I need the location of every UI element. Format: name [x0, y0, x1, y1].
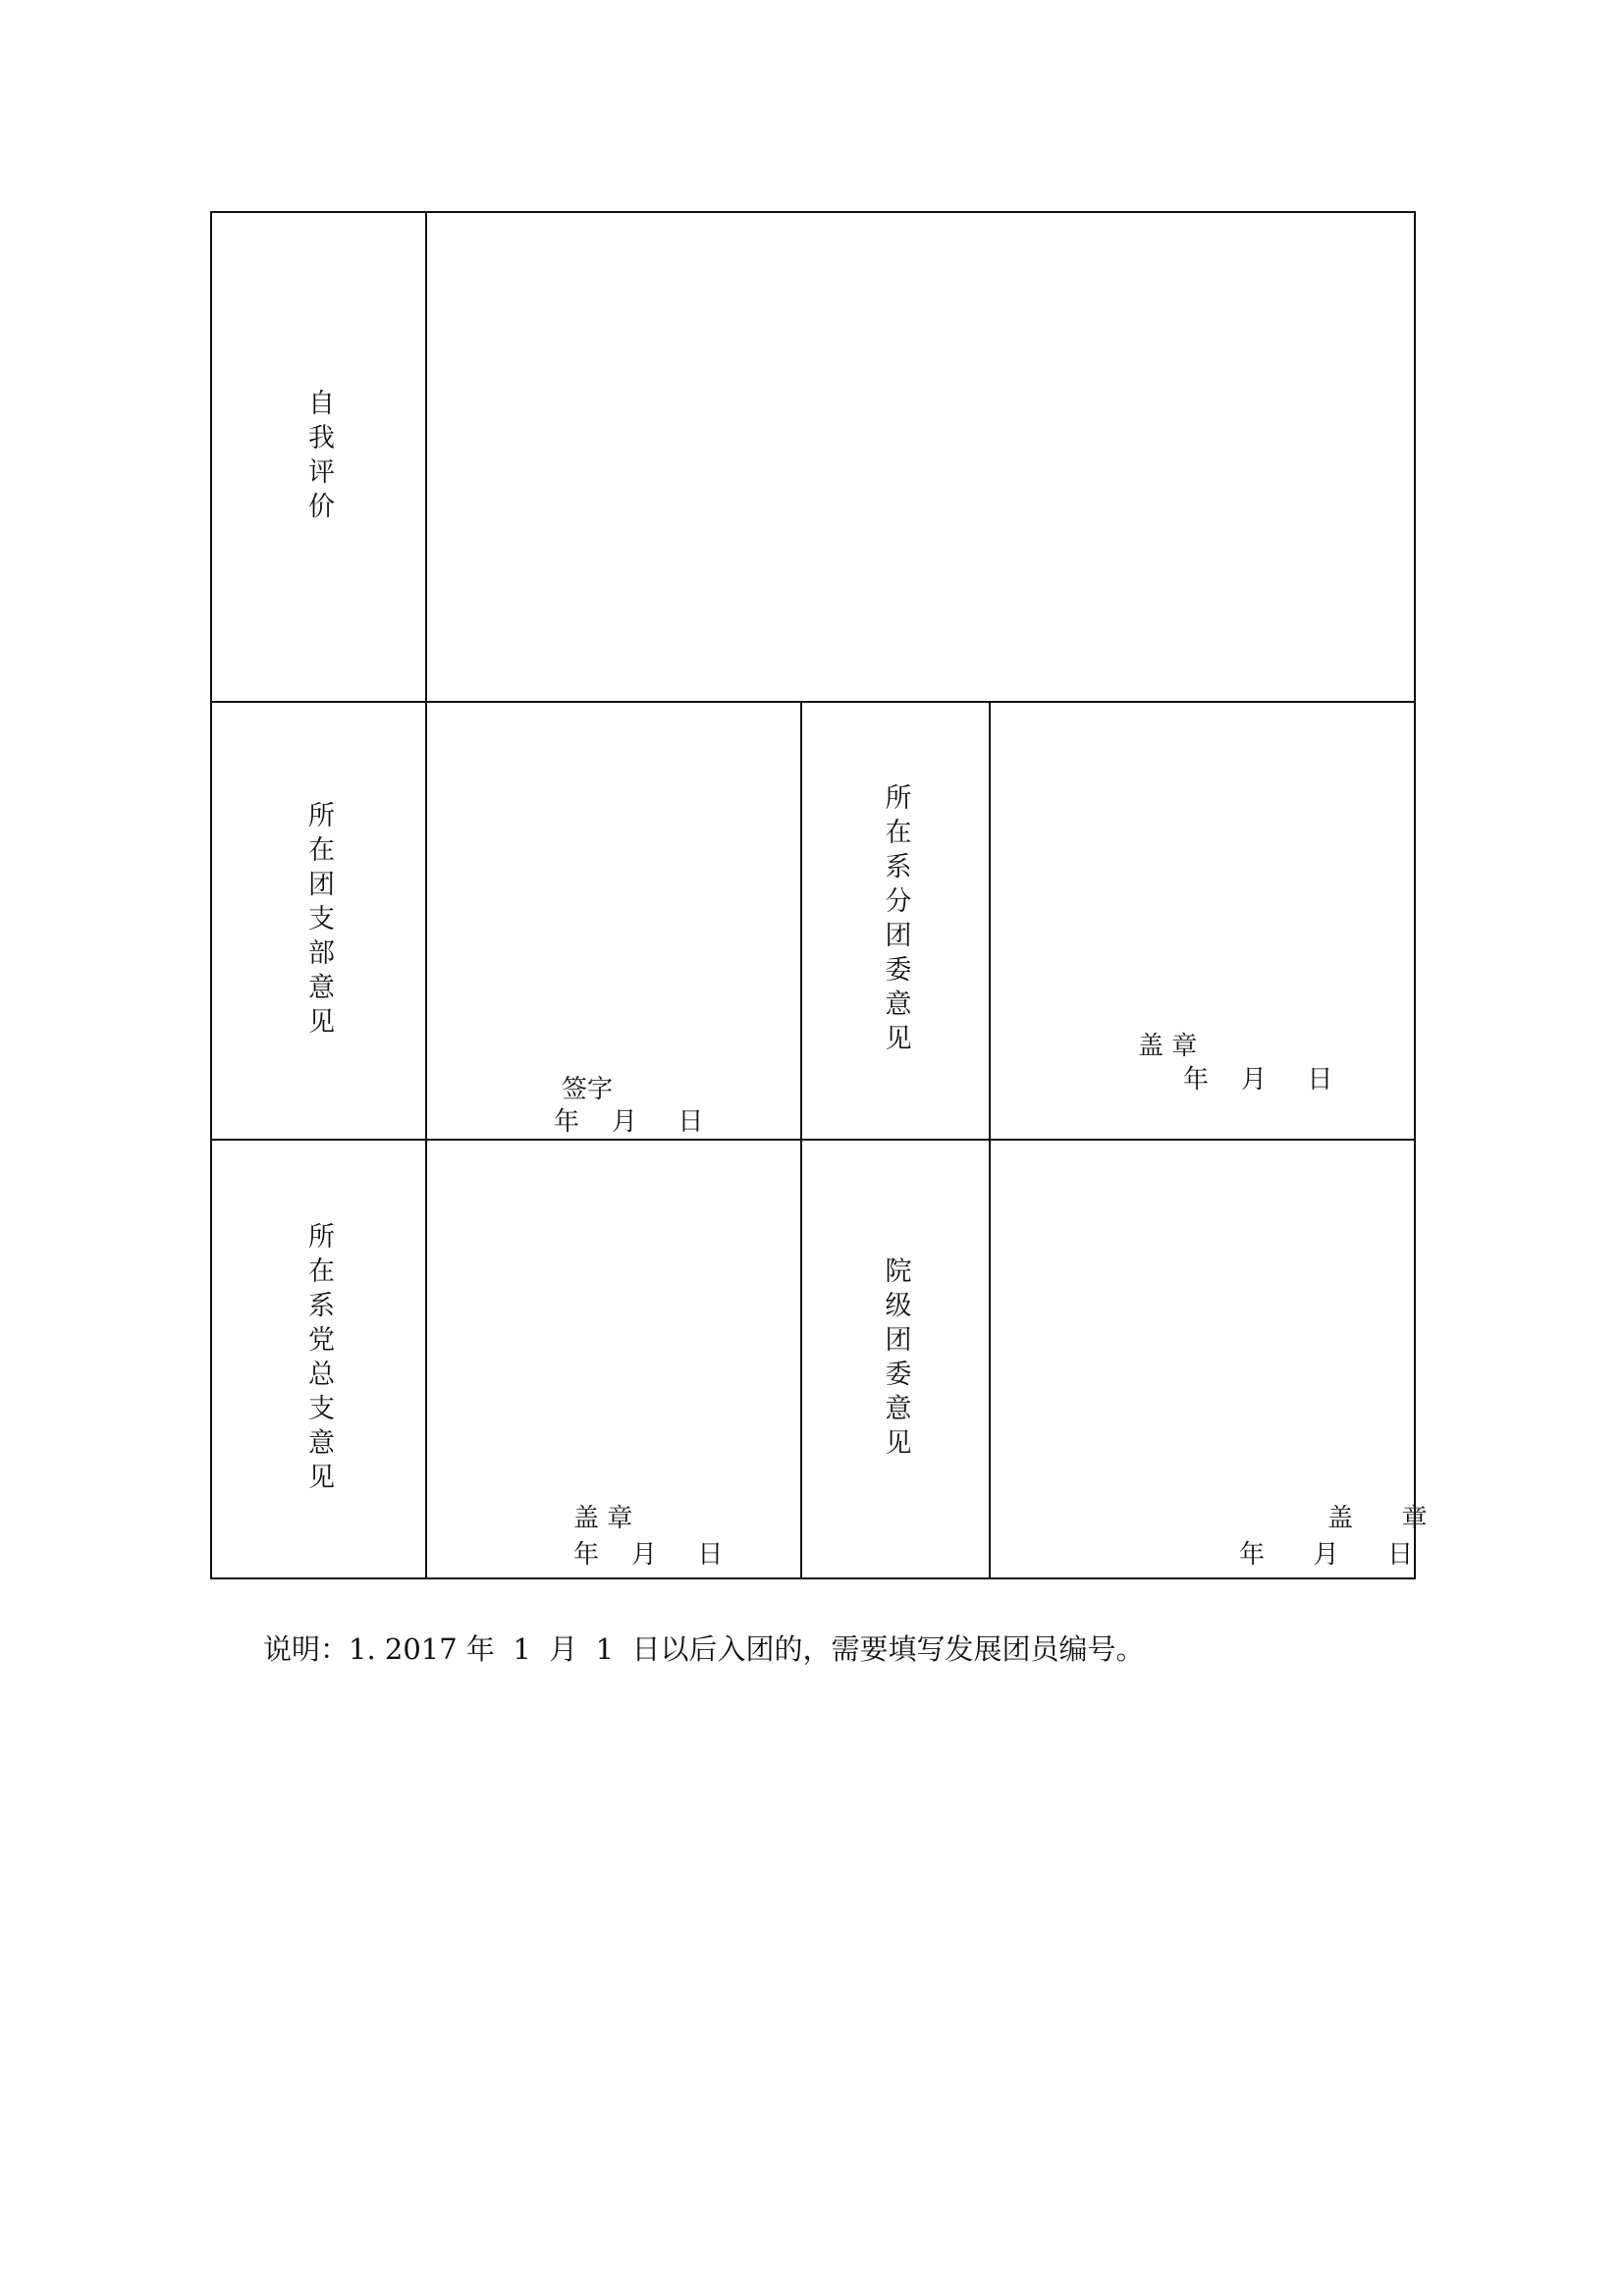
college-committee-date-label: 年 月 日 [1239, 1540, 1414, 1570]
dept-committee-opinion-label: 所在系分团委意见 [880, 783, 911, 1058]
self-evaluation-input-area[interactable] [426, 212, 1415, 702]
evaluation-form-table [210, 211, 1416, 1579]
branch-date-label: 年 月 日 [554, 1107, 704, 1137]
branch-sign-label: 签字 [562, 1075, 614, 1104]
college-committee-opinion-label-cell [801, 1140, 990, 1578]
college-committee-opinion-label: 院级团委意见 [880, 1255, 911, 1463]
party-opinion-row [211, 1140, 1415, 1578]
form-footnote: 说明：1. 2017 年 1 月 1 日以后入团的，需要填写发展团员编号。 [263, 1632, 1145, 1666]
dept-party-opinion-label: 所在系党总支意见 [303, 1221, 334, 1497]
dept-party-date-label: 年 月 日 [573, 1540, 724, 1570]
dept-party-seal-label: 盖 章 [573, 1504, 633, 1533]
branch-opinion-label: 所在团支部意见 [303, 800, 334, 1041]
dept-committee-seal-label: 盖 章 [1138, 1032, 1198, 1061]
dept-party-opinion-label-cell [211, 1140, 426, 1578]
self-evaluation-label-cell [211, 212, 426, 702]
branch-opinion-input-area[interactable] [426, 702, 801, 1140]
self-evaluation-row [211, 212, 1415, 702]
dept-committee-opinion-label-cell [801, 702, 990, 1140]
college-committee-seal-label: 盖 章 [1327, 1504, 1428, 1533]
self-evaluation-label: 自我评价 [303, 388, 334, 526]
branch-opinion-label-cell [211, 702, 426, 1140]
dept-committee-date-label: 年 月 日 [1183, 1065, 1333, 1095]
